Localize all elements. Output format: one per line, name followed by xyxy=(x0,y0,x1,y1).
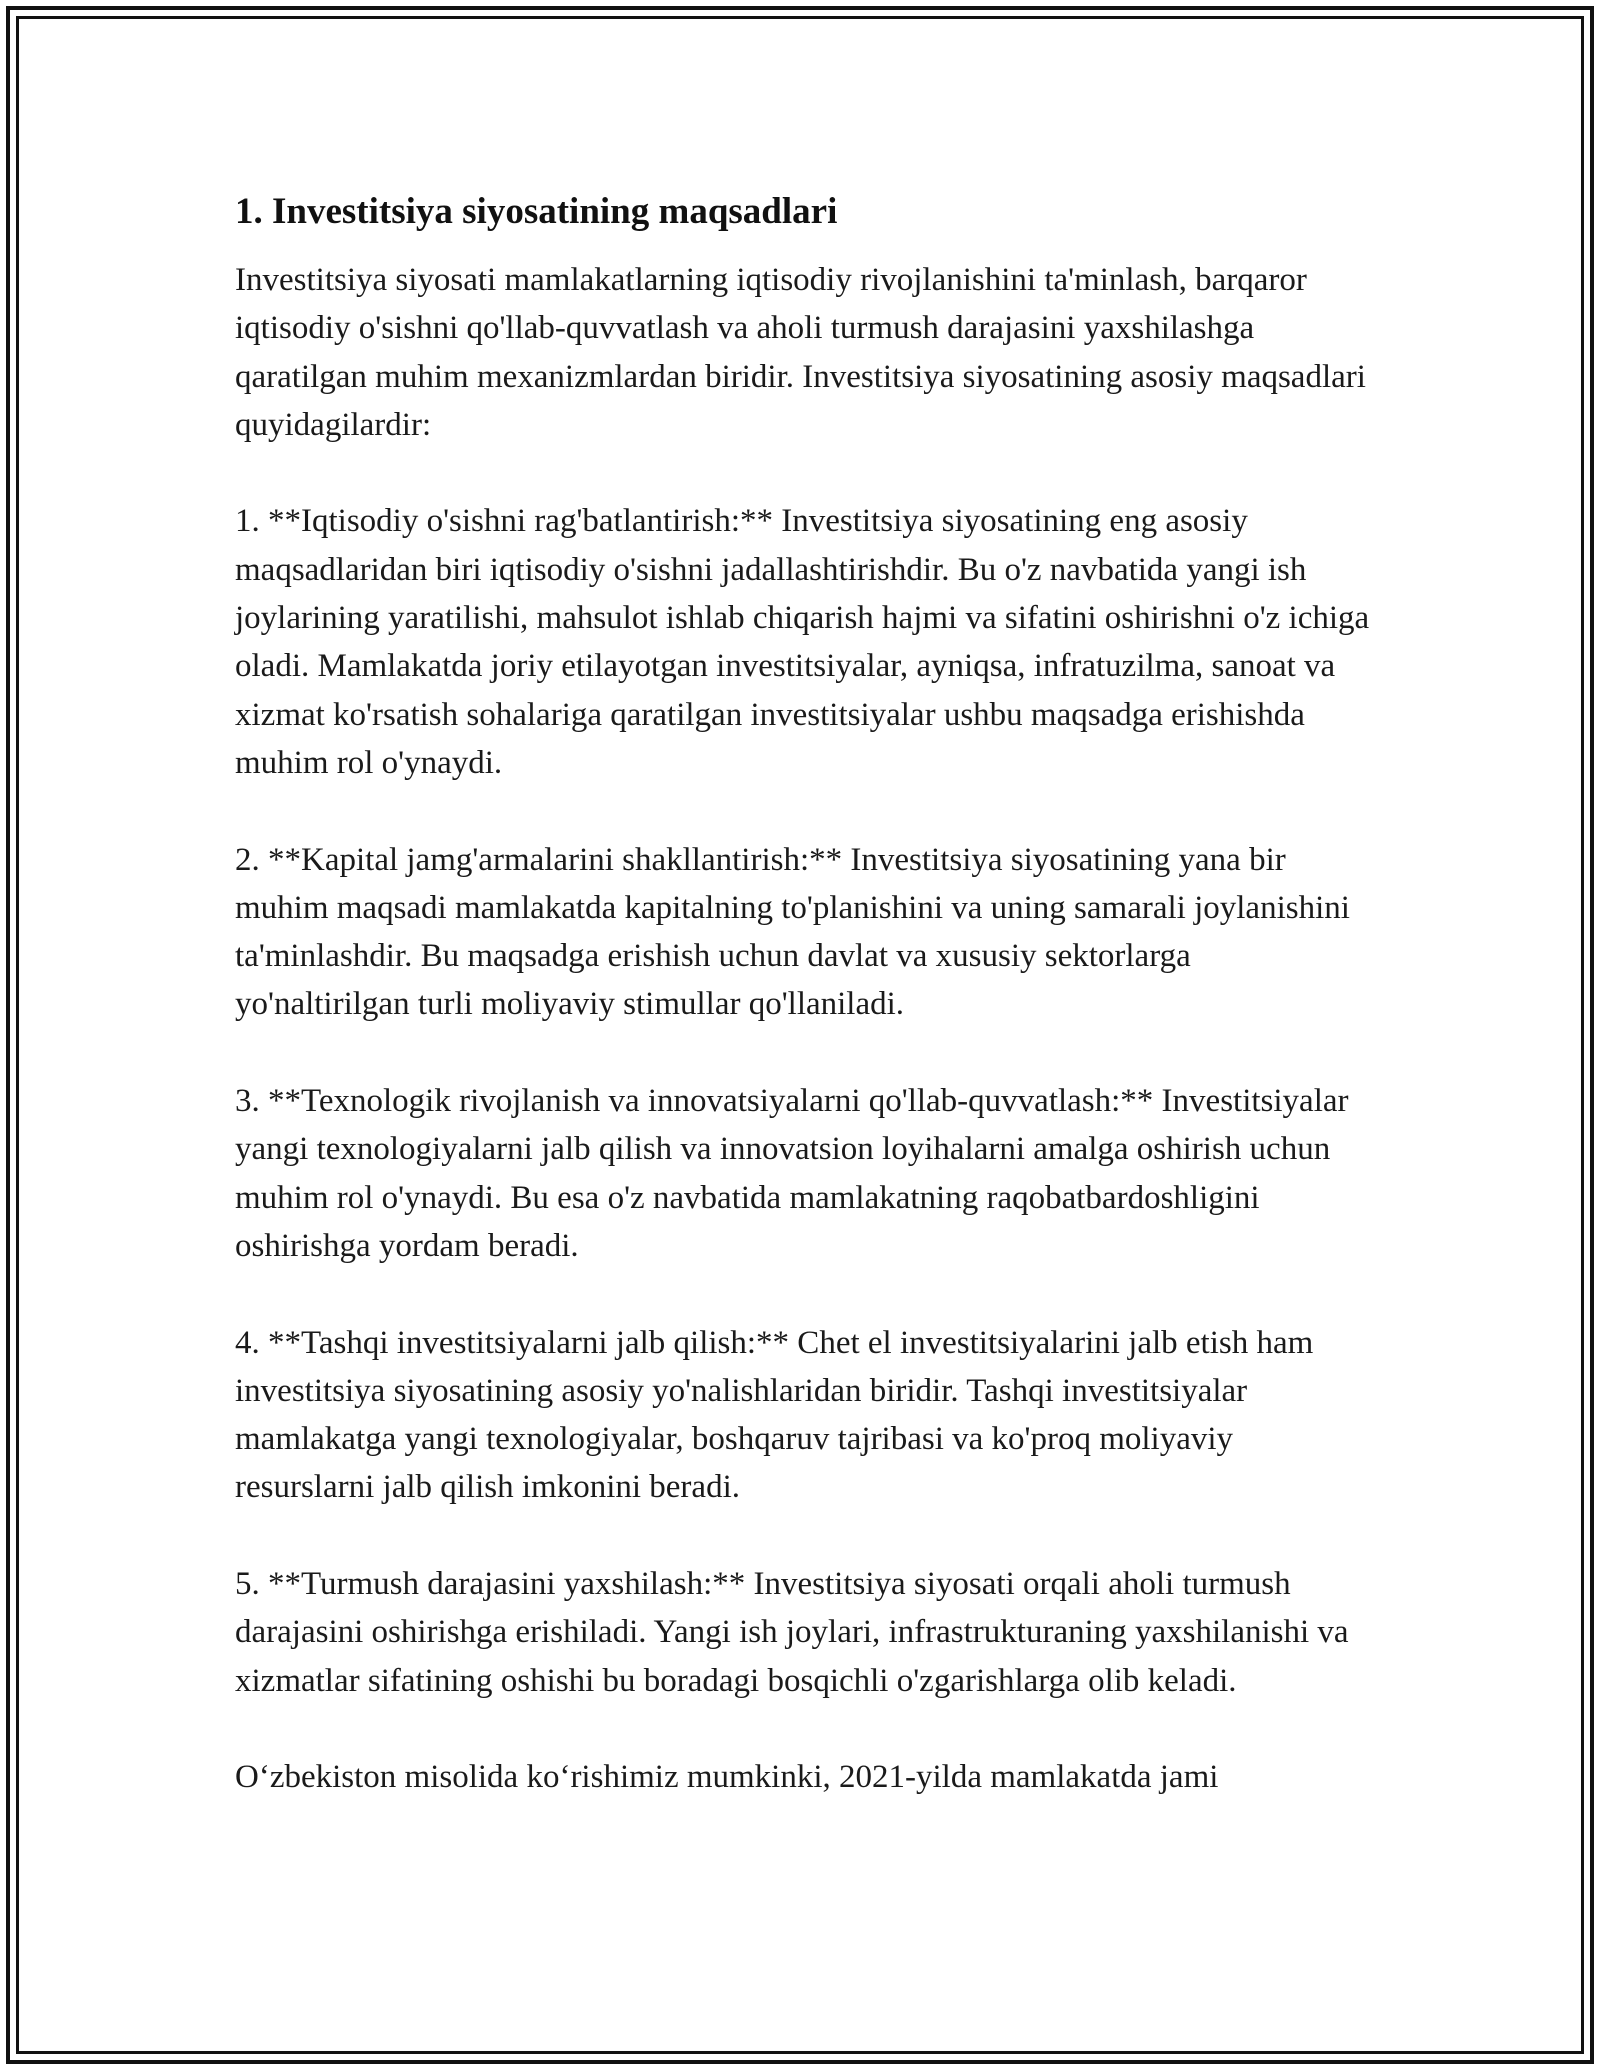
document-body xyxy=(235,188,1370,1802)
goal-1-paragraph: 1. **Iqtisodiy o'sishni rag'batlantirish:** Investitsiya siyosatining eng asosiy maqsadlaridan biri iqtisodiy o'sishni jadallashtirishdir. Bu o'z navbatida yangi ish joylarining yaratilishi, mahsulot ishlab chiqarish hajmi va sifatini oshirishni o'z ichiga oladi. Mamlakatda joriy etilayotgan investitsiyalar, ayniqsa, infratuzilma, sanoat va xizmat ko'rsatish sohalariga qaratilgan investitsiyalar ushbu maqsadga erishishda muhim rol o'ynaydi. xyxy=(235,503,1370,781)
goal-3-paragraph: 3. **Texnologik rivojlanish va innovatsiyalarni qo'llab-quvvatlash:** Investitsiyalar yangi texnologiyalarni jalb qilish va innovatsion loyihalarni amalga oshirish uchun muhim rol o'ynaydi. Bu esa o'z navbatida mamlakatning raqobatbardoshligini oshirishga yordam beradi. xyxy=(235,1083,1349,1264)
goal-4-paragraph: 4. **Tashqi investitsiyalarni jalb qilish:** Chet el investitsiyalarini jalb etish ham investitsiya siyosatining asosiy yo'nalishlaridan biridir. Tashqi investitsiyalar mamlakatga yangi texnologiyalar, boshqaruv tajribasi va ko'proq moliyaviy resurslarni jalb qilish imkonini beradi. xyxy=(235,1324,1314,1506)
section-heading: 1. Investitsiya siyosatining maqsadlari xyxy=(235,191,838,232)
goal-2-paragraph: 2. **Kapital jamg'armalarini shakllantirish:** Investitsiya siyosatining yana bir muhim maqsadi mamlakatda kapitalning to'planishini va uning samarali joylanishini ta'minlashdir. Bu maqsadga erishish uchun davlat va xususiy sektorlarga yo'naltirilgan turli moliyaviy stimullar qo'llaniladi. xyxy=(235,841,1350,1023)
intro-paragraph: Investitsiya siyosati mamlakatlarning iqtisodiy rivojlanishini ta'minlash, barqaror iqtisodiy o'sishni qo'llab-quvvatlash va aholi turmush darajasini yaxshilashga qaratilgan muhim mexanizmlardan biridir. Investitsiya siyosatining asosiy maqsadlari quyidagilardir: xyxy=(235,262,1366,443)
goal-5-paragraph: 5. **Turmush darajasini yaxshilash:** Investitsiya siyosati orqali aholi turmush darajasini oshirishga erishiladi. Yangi ish joylari, infrastrukturaning yaxshilanishi va xizmatlar sifatining oshishi bu boradagi bosqichli o'zgarishlarga olib keladi. xyxy=(235,1566,1349,1699)
closing-paragraph: O‘zbekiston misolida ko‘rishimiz mumkinki, 2021-yilda mamlakatda jami xyxy=(235,1759,1219,1796)
